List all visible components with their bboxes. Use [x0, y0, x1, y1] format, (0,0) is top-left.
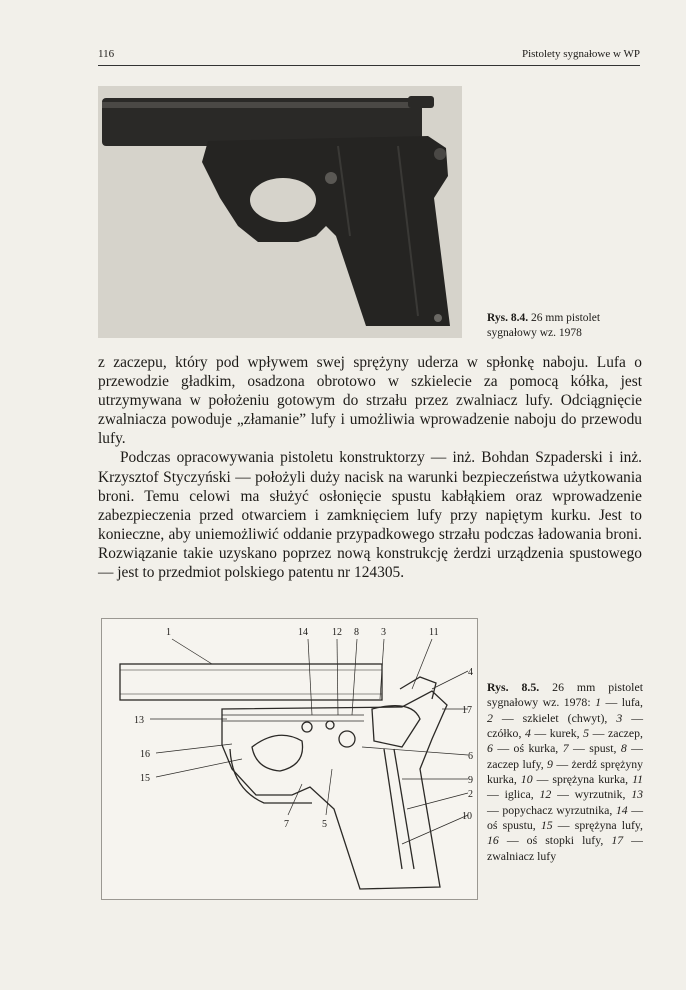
figure-8-5-legend [487, 695, 643, 862]
legend-number: 3 [616, 710, 623, 725]
callout: 12 [332, 627, 342, 638]
barrel [120, 664, 382, 700]
legend-text: — sprężyna kurka, [532, 771, 629, 786]
callout: 13 [134, 715, 144, 726]
callout: 16 [140, 749, 150, 760]
callout: 3 [381, 627, 386, 638]
figure-8-5-intro: 26 mm pistolet sygnałowy wz. 1978: [487, 680, 643, 710]
figure-8-5-label: Rys. 8.5. [487, 680, 540, 694]
legend-number: 4 [524, 725, 531, 740]
callout: 9 [468, 775, 473, 786]
callout: 1 [166, 627, 171, 638]
legend-text: — sprężyna lufy, [552, 817, 643, 832]
legend-text: — zwalniacz lufy [487, 833, 643, 863]
page-number: 116 [98, 48, 115, 60]
legend-number: 13 [631, 787, 644, 802]
legend-number: 9 [547, 756, 553, 771]
callout: 6 [468, 751, 473, 762]
legend-number: 15 [540, 817, 553, 832]
legend-text: — oś stopki lufy, [498, 833, 604, 848]
legend-number: 16 [487, 833, 499, 848]
legend-text: — wyrzutnik, [551, 787, 626, 802]
legend-text: — szkielet (chwyt), [492, 710, 608, 725]
callout: 2 [468, 789, 473, 800]
figure-8-4-caption [487, 311, 643, 341]
legend-number: 5 [583, 725, 590, 740]
figure-8-4-label: Rys. 8.4. [487, 312, 529, 324]
pistol-cross-section-diagram [101, 618, 478, 900]
legend-number: 1 [595, 695, 601, 710]
legend-text: — zaczep, [589, 725, 643, 740]
legend-number: 14 [615, 802, 628, 817]
legend-number: 12 [539, 787, 552, 802]
legend-text: — oś kurka, [492, 741, 559, 756]
legend-number: 6 [487, 741, 493, 756]
running-title: Pistolety sygnałowe w WP [521, 48, 640, 60]
legend-text: — spust, [568, 741, 617, 756]
legend-text: — lufa, [600, 695, 643, 710]
callout: 5 [322, 819, 327, 830]
legend-text: — kurek, [530, 725, 580, 740]
pistol-photo [98, 86, 462, 338]
legend-number: 17 [611, 833, 624, 848]
header-rule [98, 65, 640, 66]
callout: 17 [462, 705, 472, 716]
callout: 7 [284, 819, 289, 830]
legend-text: — czółko, [487, 710, 643, 740]
body-text [98, 353, 642, 582]
callout: 14 [298, 627, 308, 638]
legend-text: — zaczep lufy, [487, 741, 643, 771]
legend-text: — popychacz wyrzutnika, [487, 802, 613, 817]
figure-8-4-text: 26 mm pistolet sygnałowy wz. 1978 [487, 312, 601, 340]
legend-text: — żerdź sprężyny kurka, [487, 756, 644, 786]
paragraph-1: z zaczepu, który pod wpływem swej sprężyny uderza w spłonkę naboju. Lufa o przewodzie gładkim, osadzona obrotowo w szkielecie za pomocą kółka, jest utrzymywana w położeniu gotowym do strzału przez zwalniacz lufy. Odciągnięcie zwalniacza powoduje „złamanie” lufy i umożliwia wprowadzenie naboju do przewodu lufy. [98, 354, 642, 448]
legend-number: 2 [487, 710, 493, 725]
callout: 10 [462, 811, 472, 822]
figure-8-5-caption [487, 680, 643, 864]
callout: 11 [429, 627, 439, 638]
legend-number: 11 [632, 771, 643, 786]
callout: 4 [468, 667, 473, 678]
callout: 8 [354, 627, 359, 638]
legend-number: 10 [520, 771, 533, 786]
legend-text: — oś spustu, [487, 802, 644, 832]
callout: 15 [140, 773, 150, 784]
paragraph-2: Podczas opracowywania pistoletu konstruktorzy — inż. Bohdan Szpaderski i inż. Krzysztof Styczyński — położyli duży nacisk na warunki bezpieczeństwa użytkowania broni. Temu celowi ma służyć osłonięcie spustu kabłąkiem oraz wprowadzenie zabezpieczenia przed otwarciem i zamknięciem lufy przy napiętym kurku. Jest to konieczne, aby uniemożliwić oddanie przypadkowego strzału podczas ładowania broni. Rozwiązanie takie uzyskano poprzez nową konstrukcję żerdzi urządzenia spustowego — jest to przedmiot polskiego patentu nr 124305. [98, 449, 642, 582]
legend-number: 8 [620, 741, 627, 756]
legend-number: 7 [562, 741, 569, 756]
legend-text: — iglica, [487, 787, 534, 802]
